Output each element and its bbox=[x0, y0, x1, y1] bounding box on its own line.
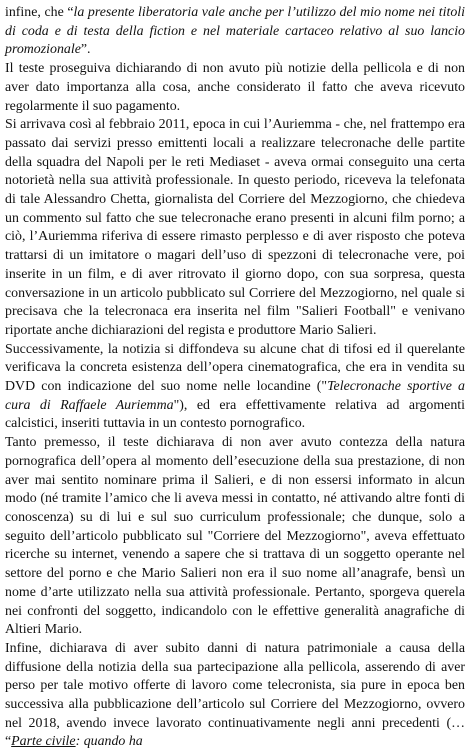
italic-quote: Telecronache sportive a cura di Raffaele Auriemma bbox=[5, 379, 465, 413]
paragraph-6 bbox=[5, 640, 465, 752]
text-segment: infine, che “ bbox=[5, 5, 74, 20]
text-segment: Successivamente, la notizia si diffondeva su alcune chat di tifosi ed il querelante verificava la concreta esistenza dell’opera cinematografica, che era in vendita su DVD con indicazione del suo nome nelle locandine (" bbox=[5, 341, 465, 395]
paragraph-5 bbox=[5, 434, 465, 640]
text-segment: "), ed era effettivamente relativa ad argomenti calcistici, inseriti tuttavia in un contesto pornografico. bbox=[5, 397, 465, 432]
underlined-text: Parte civile bbox=[11, 734, 76, 750]
paragraph-3 bbox=[5, 116, 465, 340]
text-segment: Il teste proseguiva dichiarando di non avuto più notizie della pellicola e di non aver dato importanza alla cosa, anche considerato il fatto che aveva ricevuto regolarmente il suo pagamento. bbox=[5, 61, 465, 114]
paragraph-1 bbox=[5, 4, 465, 60]
italic-text: : bbox=[75, 734, 84, 750]
text-segment: ”. bbox=[80, 42, 91, 58]
italic-quote: la presente liberatoria vale anche per l’utilizzo del mio nome nei titoli di coda e di testa della fiction e nel materiale cartaceo relativo al suo lancio promozionale bbox=[5, 5, 465, 58]
text-segment: Tanto premesso, il teste dichiarava di non aver avuto contezza della natura pornografica dell’opera al momento dell’esecuzione della sua prestazione, di non aver mai sentito nominare prima il Salieri, e di non essersi informato in alcun modo (né tramite l’amico che li aveva messi in contatto, né attivando altre fonti di conoscenza) su di lui e sul suo curriculum professionale; che dunque, solo a seguito dell’articolo pubblicato sul "Corriere del Mezzogiorno", aveva effettuato ricerche su internet, venendo a sapere che si trattava di un soggetto operante nel settore del porno e che Mario Salieri non era il suo nome all’anagrafe, bensì un nome d’arte utilizzato nella sua attività professionale. Pertanto, sporgeva querela nei confronti del soggetto, indicandolo con le effettive generalità anagrafiche di Altieri Mario. bbox=[5, 435, 465, 638]
paragraph-2 bbox=[5, 60, 465, 116]
text-segment: Infine, dichiarava di aver subito danni di natura patrimoniale a causa della diffusione della notizia della sua partecipazione alla pellicola, asserendo di aver perso per tale motivo offerte di lavoro come telecronista, sia pure in epoca ben successiva alla pubblicazione dell’articolo sul Corriere del Mezzogiorno, ovvero nel 2018, avendo invece lavorato continuativamente negli anni precedenti (… “ bbox=[5, 640, 465, 750]
italic-text: quando ha bbox=[83, 734, 143, 750]
paragraph-4 bbox=[5, 341, 465, 435]
text-segment: Si arrivava così al febbraio 2011, epoca in cui l’Auriemma - che, nel frattempo era passato dai servizi presso emittenti locali a realizzare telecronache delle partite della squadra del Napoli per le reti Mediaset - aveva ormai conseguito una certa notorietà nella sua attività professionale. In questo periodo, riceveva la telefonata di tale Alessandro Chetta, giornalista del Corriere del Mezzogiorno, che chiedeva un commento sul fatto che sue telecronache erano presenti in alcuni film porno; a ciò, l’Auriemma riferiva di essere rimasto perplesso e di aver risposto che poteva trattarsi di un imitatore o magari dell’uso di spezzoni di telecronache vere, poi inserite in un film, e di aver ritrovato il giorno dopo, con sua sorpresa, questa conversazione in un articolo pubblicato sul Corriere del Mezzogiorno, nel quale si precisava che la telecronaca era inserita nel film "Salieri Football" e venivano riportate anche dichiarazioni del regista e produttore Mario Salieri. bbox=[5, 117, 465, 338]
italic-underlined-label bbox=[11, 734, 75, 749]
